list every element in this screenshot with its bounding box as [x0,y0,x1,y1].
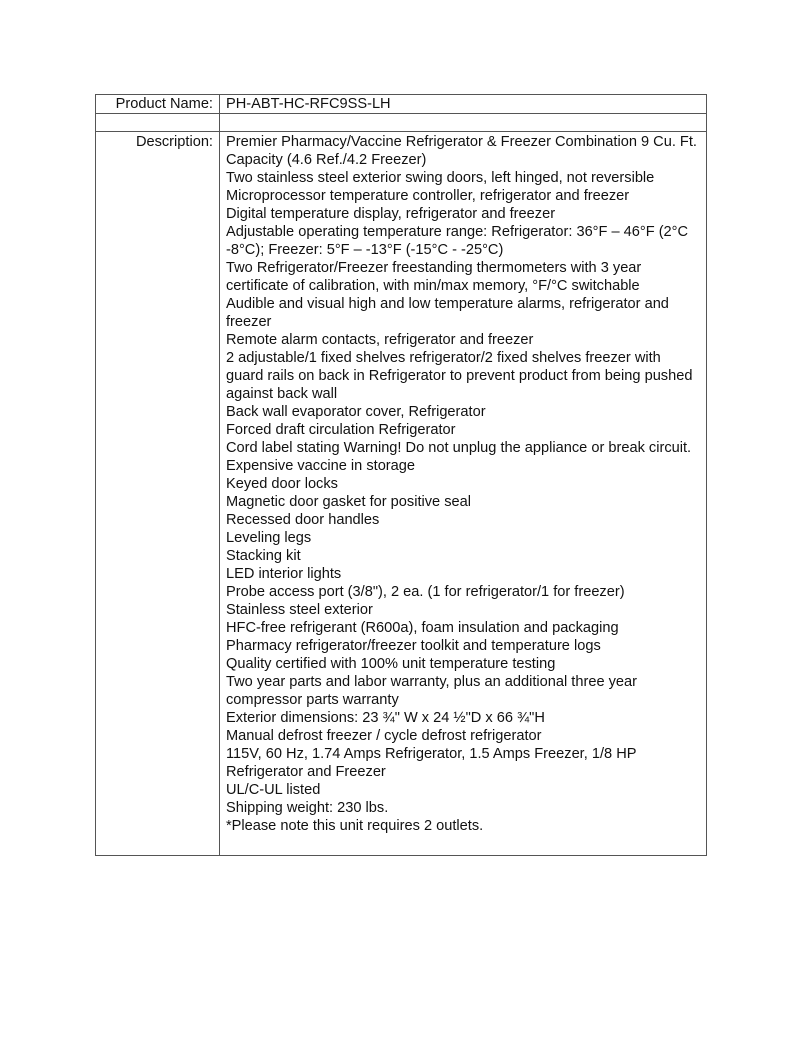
description-item: Two year parts and labor warranty, plus an additional three year compressor parts warranty [226,674,638,708]
product-name-label: Product Name: [96,95,220,114]
description-item: Audible and visual high and low temperature alarms, refrigerator and freezer [226,296,669,330]
description-item: UL/C-UL listed [226,782,321,798]
empty-cell [220,114,707,132]
description-item: Stacking kit [226,548,301,564]
description-item: Microprocessor temperature controller, refrigerator and freezer [226,188,630,204]
empty-cell [96,114,220,132]
description-item: Exterior dimensions: 23 ¾" W x 24 ½"D x 66 ¾"H [226,710,545,726]
description-item: Back wall evaporator cover, Refrigerator [226,404,486,420]
description-item: Magnetic door gasket for positive seal [226,494,471,510]
description-item: Two stainless steel exterior swing doors, left hinged, not reversible [226,170,655,186]
description-item: Keyed door locks [226,476,338,492]
description-item: Adjustable operating temperature range: Refrigerator: 36°F – 46°F (2°C -8°C); Freezer: 5°F – -13°F (-15°C - -25°C) [226,224,689,258]
description-item: Remote alarm contacts, refrigerator and freezer [226,332,534,348]
description-item: Pharmacy refrigerator/freezer toolkit and temperature logs [226,638,601,654]
description-item: 2 adjustable/1 fixed shelves refrigerator/2 fixed shelves freezer with guard rails on back in Refrigerator to prevent product from being pushed against back wall [226,350,693,402]
description-item: Premier Pharmacy/Vaccine Refrigerator & Freezer Combination 9 Cu. Ft. Capacity (4.6 Ref./4.2 Freezer) [226,134,697,168]
description-item: Cord label stating Warning! Do not unplug the appliance or break circuit. Expensive vaccine in storage [226,440,692,474]
description-item: Quality certified with 100% unit temperature testing [226,656,556,672]
description-item: LED interior lights [226,566,342,582]
description-list [220,132,707,856]
description-item: Digital temperature display, refrigerator and freezer [226,206,556,222]
description-item: Stainless steel exterior [226,602,373,618]
description-label: Description: [96,132,220,856]
description-item: Probe access port (3/8"), 2 ea. (1 for refrigerator/1 for freezer) [226,584,625,600]
product-name-row [96,95,707,114]
description-item: Manual defrost freezer / cycle defrost refrigerator [226,728,542,744]
description-item: Shipping weight: 230 lbs. [226,800,389,816]
description-item: Two Refrigerator/Freezer freestanding thermometers with 3 year certificate of calibration, with min/max memory, °F/°C switchable [226,260,642,294]
description-item: HFC-free refrigerant (R600a), foam insulation and packaging [226,620,619,636]
product-name-value: PH-ABT-HC-RFC9SS-LH [220,95,707,114]
description-item: Leveling legs [226,530,312,546]
description-item: *Please note this unit requires 2 outlets. [226,818,484,834]
description-item: Recessed door handles [226,512,380,528]
description-item: 115V, 60 Hz, 1.74 Amps Refrigerator, 1.5 Amps Freezer, 1/8 HP Refrigerator and Freezer [226,746,637,780]
empty-row [96,114,707,132]
product-spec-table [95,94,707,856]
description-row [96,132,707,856]
description-item: Forced draft circulation Refrigerator [226,422,456,438]
